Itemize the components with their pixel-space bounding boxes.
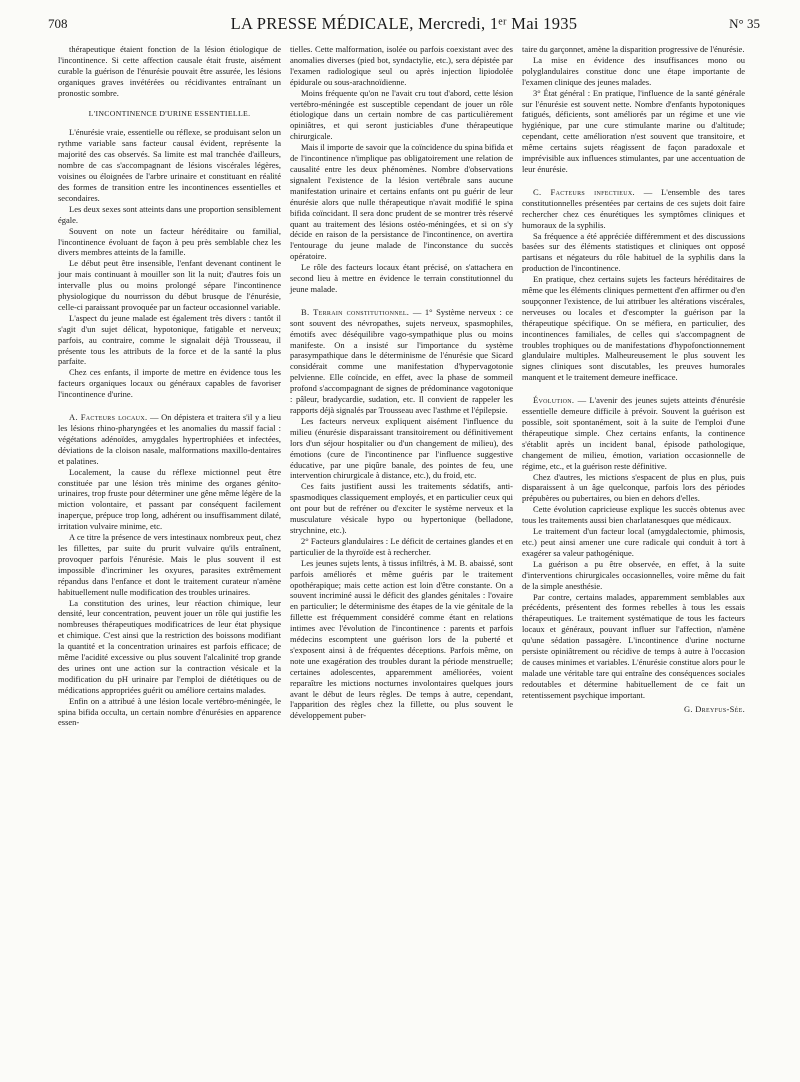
column-middle [290,44,513,721]
paragraph: Les facteurs nerveux expliquent aisément l'influence du milieu (énurésie disparaissant transitoirement ou définitivement lors d'un séjour hospitalier ou d'un changement de milieu), des émotions (cure de l'incontinence par l'influence suggestive éducative, par une piqûre banale, des pointes de feu, une intervention chirurgicale à distance, etc.), du froid, etc. [290,415,513,481]
paragraph: Les jeunes sujets lents, à tissus infiltrés, à M. B. abaissé, sont parfois améliorés et même guéris par le traitement opothérapique; mais cette action est loin d'être constante. On a souvent incriminé aussi le déficit des glandes génitales : l'ovaire en particulier; le déterminisme des étapes de la vie génitale de la fillette est fréquemment considéré comme étant en relations intimes avec l'évolution de l'incontinence : parents et parfois médecins escomptent une guérison lors de la puberté et s'exposent ainsi à de fréquentes déceptions. Parfois même, on note une exagération des troubles durant la période menstruelle; certaines adolescentes, apparemment améliorées, voient reparaître les mictions nocturnes involontaires quelques jours avant le début de leurs règles. De temps à autre, cependant, l'apparition des règles chez la fillette, ou plus souvent le développement puber- [290,557,513,721]
paragraph: Le début peut être insensible, l'enfant devenant continent le jour mais continuant à mouiller son lit la nuit; d'autres fois un intervalle plus ou moins prolongé sépare l'incontinence physiologique du nourrisson du début brusque de l'énurésie, celle-ci paraissant provoquée par un facteur occasionnel variable. [58,258,281,312]
paragraph: Chez ces enfants, il importe de mettre en évidence tous les facteurs organiques locaux ou généraux capables de favoriser l'incontinence d'urine. [58,367,281,400]
paragraph: A ce titre la présence de vers intestinaux nombreux peut, chez les fillettes, par suite du prurit vulvaire qu'ils entraînent, provoquer parfois l'énurésie. Mais le plus souvent il est impossible d'incriminer les oxyures, parasites extrêmement répandus dans l'enfance et dont le traitement curateur n'amène habituellement nulle modification des troubles urinaires. [58,532,281,597]
section-heading: L'INCONTINENCE D'URINE ESSENTIELLE. [88,108,251,118]
subsection-heading: Évolution. [533,395,575,406]
paragraph: L'énurésie vraie, essentielle ou réflexe, se produisant selon un rythme variable sans facteur causal évident, représente la majorité des cas observés. Sa limite est mal tranchée d'ailleurs, nombre de cas s'accompagnant de lésions viscérales légères, voisines ou éloignées de l'arbre urinaire et constituant en réalité des formes de transition entre les incontinences essentielles et secondaires. [58,127,281,203]
paragraph-text: — On dépistera et traitera s'il y a lieu les lésions rhino-pharyngées et les anomalies du massif facial : végétations adénoïdes, amygdales hypertrophiées et infectées, déviations de la cloison nasale, malformations maxillo-dentaires et palatines. [58,412,281,466]
paragraph: Chez d'autres, les mictions s'espacent de plus en plus, puis disparaissent à un âge quelconque, parfois lors des périodes prépubères ou pubertaires, ou bien en dehors d'elles. [522,471,745,504]
subsection-heading: C. Facteurs infectieux. [533,186,635,197]
paragraph-text: — 1° Système nerveux : ce sont souvent des névropathes, sujets nerveux, spasmophiles, émotifs avec déséquilibre vago-sympathique plus ou moins manifeste. On a insisté sur l'importance du système parasympathique dans le déterminisme de l'énurésie que Sicard considérait comme une manifestation d'hypervagotonie pelvienne. Elle coïncide, en effet, avec la phase de sommeil profond s'accompagnant de signes de prédominance vagotonique : pâleur, bradycardie, sudation, etc. Il convient de rappeler les rapports déjà signalés par Trousseau avec l'asthme et l'épilepsie. [290,306,513,415]
paragraph: L'aspect du jeune malade est également très divers : tantôt il s'agit d'un sujet délicat, hypotonique, fatigable et nerveux; parfois, au contraire, comme le signalait déjà Trousseau, il présente tous les attributs de la force et de la santé la plus parfaite. [58,312,281,367]
column-right [522,44,745,714]
paragraph [522,395,745,471]
issue-number: N° 35 [729,16,760,31]
paragraph: Les deux sexes sont atteints dans une proportion sensiblement égale. [58,203,281,225]
paragraph [522,187,745,231]
paragraph: Par contre, certains malades, apparemment semblables aux précédents, présentent des formes rebelles à tous les essais thérapeutiques. Le traitement systématique de tous les facteurs locaux et généraux, pouvant influer sur l'affection, n'amène qu'une sédation passagère. L'incontinence d'urine nocturne persiste opiniâtrement ou récidive de temps à autre à l'occasion de causes minimes et variables. L'énurésie constitue alors pour le malade une véritable tare qui entraîne des conséquences sociales redoutables et détermine habituellement de ce fait un retentissement psychique important. [522,591,745,700]
paragraph: Le traitement d'un facteur local (amygdalectomie, phimosis, etc.) peut ainsi amener une cure radicale qui conduit à tort à exagérer sa valeur pathogénique. [522,526,745,558]
paragraph-text: — L'avenir des jeunes sujets atteints d'énurésie essentielle demeure difficile à prévoir. Souvent la guérison est possible, soit spontanément, soit à la suite de l'emploi d'une thérapeutique simple. Chez certains enfants, la continence s'établit après un incident banal, épisode pathologique, changement de milieu, émotion, variation occasionnelle de régime, etc., et la guérison reste définitive. [522,395,745,471]
page-number: 708 [48,16,68,31]
paragraph: Ces faits justifient aussi les traitements sédatifs, anti-spasmodiques classiquement employés, et en particulier ceux qui ont pour but de refréner ou d'exciter le système nerveux et la musculature vésicale hypo ou hypertonique (belladone, strychnine, etc.). [290,481,513,535]
paragraph: Moins fréquente qu'on ne l'avait cru tout d'abord, cette lésion vertébro-méningée est susceptible cependant de jouer un rôle étiologique dans un certain nombre de cas particulièrement opiniâtres, et qui seront justiciables d'une thérapeutique chirurgicale. [290,87,513,142]
subsection-heading: B. Terrain constitutionnel. [301,306,410,317]
subsection-heading: A. Facteurs locaux. [69,412,148,423]
paragraph: taire du garçonnet, amène la disparition progressive de l'énurésie. [522,44,745,54]
paragraph: Mais il importe de savoir que la coïncidence du spina bifida et de l'incontinence n'implique pas obligatoirement une relation de causalité entre les deux phénomènes. Nombre d'observations signalent l'existence de la lésion vertébrale sans aucune manifestation urinaire et certains enfants ont pu guérir de leur énurésie alors que nulle thérapeutique n'avait modifié le spina bifida coïncidant. Il sera donc prudent de se montrer très réservé quant au traitement des lésions ostéo-méningées, et si on s'y décide en raison de la persistance de l'incontinence, on avertira l'entourage du jeune malade de l'inconstance du succès opératoire. [290,142,513,262]
paragraph: La guérison a pu être observée, en effet, à la suite d'interventions chirurgicales occasionnelles, voire même du fait de la simple anesthésie. [522,558,745,591]
paragraph [58,412,281,467]
paragraph: thérapeutique étaient fonction de la lésion étiologique de l'incontinence. Si cette affection causale était fruste, aisément curable la guérison de l'énurésie pouvait être assurée, les lésions organiques graves invétérées ou récidivantes entraînant un pronostic sombre. [58,44,281,98]
paragraph-text: — L'ensemble des tares constitutionnelles présentées par certains de ces sujets doit faire rechercher chez ces énurétiques les symptômes cliniques et humoraux de la syphilis. [522,186,745,230]
column-left [58,44,281,728]
paragraph: Enfin on a attribué à une lésion locale vertébro-méningée, le spina bifida occulta, un certain nombre d'énurésies en apparence essen- [58,695,281,728]
paragraph [290,307,513,416]
paragraph: La constitution des urines, leur réaction chimique, leur densité, leur concentration, peuvent jouer un rôle qui justifie les nombreuses thérapeutiques modificatrices de leur état physique et chimique. C'est ainsi que la restriction des boissons modifiant la quantité et la concentration urinaires est parfois efficace; de même l'acidité excessive ou plus souvent l'alcalinité trop grande des urines ont une action sur la contraction vésicale et la modification du pH urinaire par l'emploi de diététiques ou de médications appropriées guérit ou améliore certains malades. [58,597,281,695]
paragraph: Sa fréquence a été appréciée différemment et des discussions basées sur des éléments statistiques et cliniques ont opposé partisans et négateurs du rôle habituel de la syphilis dans la production de l'incontinence. [522,230,745,274]
paragraph: Cette évolution capricieuse explique les succès obtenus avec tous les traitements aussi bien charlatanesques que médicaux. [522,504,745,526]
paragraph: Localement, la cause du réflexe mictionnel peut être constituée par une lésion très minime des organes génito-urinaires, trop fruste pour déterminer une gêne même légère de la miction volontaire, et passant par conséquent facilement inaperçue, prépuce trop long, adhérent ou insuffisamment dilaté, irritation vulvaire minime, etc. [58,466,281,532]
paragraph: Souvent on note un facteur héréditaire ou familial, l'incontinence évoluant de façon à peu près semblable chez les divers membres atteints de la famille. [58,225,281,258]
page-header [48,14,760,36]
paragraph: tielles. Cette malformation, isolée ou parfois coexistant avec des anomalies diverses (pied bot, syndactylie, etc.), sera dépistée par l'examen radiologique seul ou après injection lipiodolée épidurale ou sous-arachnoïdienne. [290,44,513,87]
paragraph: La mise en évidence des insuffisances mono ou polyglandulaires constitue donc une étape importante de l'examen clinique des jeunes malades. [522,54,745,87]
author-signature: G. Dreyfus-Sée. [683,703,745,714]
paragraph: 3° État général : En pratique, l'influence de la santé générale sur l'énurésie est souvent nette. Nombre d'enfants hypotoniques fatigués, déficients, sont améliorés par un régime et une vie hygiénique, par une cure stimulante marine ou d'altitude; cependant, cette amélioration n'est souvent que transitoire, et même certains sujets réagissent de façon paradoxale et imprévisible aux influences stimulantes, par une accentuation de leur énurésie. [522,87,745,174]
paragraph: Le rôle des facteurs locaux étant précisé, on s'attachera en second lieu à mettre en évidence le terrain constitutionnel du jeune malade. [290,262,513,294]
paragraph: 2° Facteurs glandulaires : Le déficit de certaines glandes et en particulier de la thyroïde est à rechercher. [290,535,513,557]
paragraph: En pratique, chez certains sujets les facteurs héréditaires de même que les éléments cliniques permettent d'en affirmer ou d'en soupçonner l'existence, de lui attribuer les altérations viscérales, nerveuses ou locales et d'escompter la guérison par la thérapeutique spécifique. On se méfiera, en particulier, des incontinences familiales, de celles qui s'accompagnent de troubles trophiques ou de manifestations d'hypofonctionnement glandulaire multiples. Malheureusement le plus souvent les signes cliniques sont discutables, les preuves humorales manquent et le traitement demeure inefficace. [522,274,745,383]
journal-title: LA PRESSE MÉDICALE, Mercredi, 1ᵉʳ Mai 1935 [230,14,578,33]
